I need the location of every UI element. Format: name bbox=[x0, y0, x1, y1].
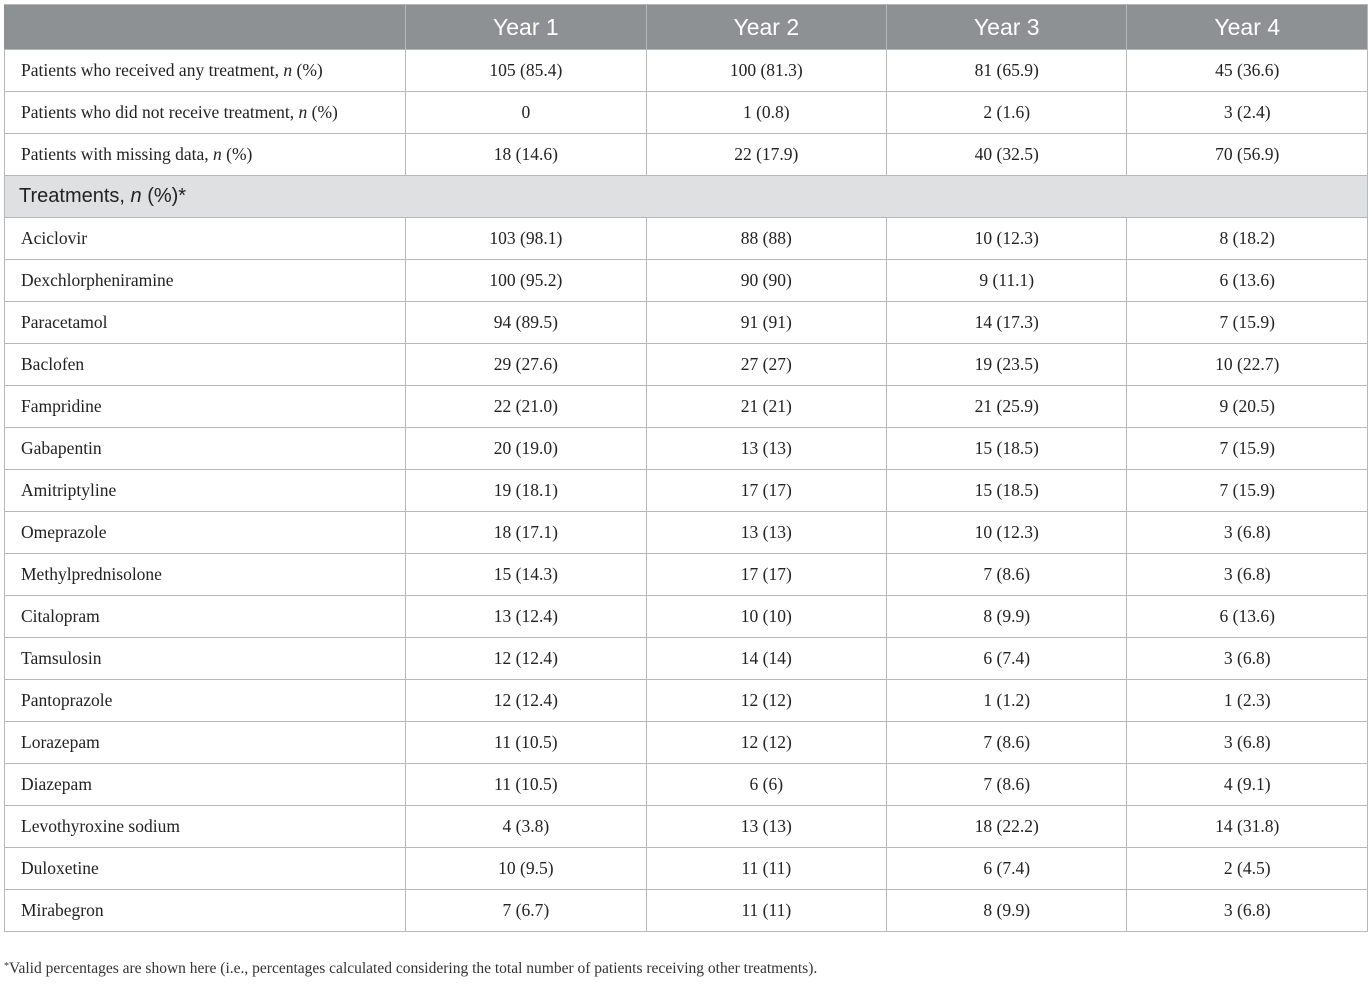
table-row bbox=[5, 134, 1368, 176]
table-row bbox=[5, 302, 1368, 344]
treatment-name: Tamsulosin bbox=[5, 638, 406, 680]
table-cell: 7 (8.6) bbox=[887, 764, 1127, 806]
table-cell: 15 (14.3) bbox=[406, 554, 646, 596]
table-row bbox=[5, 806, 1368, 848]
table-cell: 6 (7.4) bbox=[887, 848, 1127, 890]
table-row bbox=[5, 218, 1368, 260]
footnote-mark: * bbox=[4, 961, 9, 972]
table-cell: 6 (13.6) bbox=[1127, 260, 1368, 302]
treatment-name: Diazepam bbox=[5, 764, 406, 806]
table-cell: 3 (6.8) bbox=[1127, 512, 1368, 554]
table-cell: 29 (27.6) bbox=[406, 344, 646, 386]
table-cell: 3 (6.8) bbox=[1127, 554, 1368, 596]
table-cell: 7 (8.6) bbox=[887, 554, 1127, 596]
table-cell: 94 (89.5) bbox=[406, 302, 646, 344]
table-row bbox=[5, 764, 1368, 806]
treatment-name: Dexchlorpheniramine bbox=[5, 260, 406, 302]
table-cell: 13 (13) bbox=[646, 428, 886, 470]
treatment-table bbox=[4, 4, 1368, 932]
table-cell: 8 (9.9) bbox=[887, 890, 1127, 932]
table-cell: 6 (6) bbox=[646, 764, 886, 806]
table-cell: 45 (36.6) bbox=[1127, 50, 1368, 92]
table-cell: 3 (6.8) bbox=[1127, 722, 1368, 764]
treatment-name: Paracetamol bbox=[5, 302, 406, 344]
table-row bbox=[5, 92, 1368, 134]
table-cell: 105 (85.4) bbox=[406, 50, 646, 92]
table-row bbox=[5, 680, 1368, 722]
table-row bbox=[5, 848, 1368, 890]
table-cell: 10 (22.7) bbox=[1127, 344, 1368, 386]
table-cell: 22 (21.0) bbox=[406, 386, 646, 428]
table-row bbox=[5, 386, 1368, 428]
table-cell: 27 (27) bbox=[646, 344, 886, 386]
table-row bbox=[5, 428, 1368, 470]
row-label: Patients with missing data, n (%) bbox=[5, 134, 406, 176]
table-cell: 90 (90) bbox=[646, 260, 886, 302]
table-cell: 12 (12.4) bbox=[406, 680, 646, 722]
table-cell: 10 (12.3) bbox=[887, 218, 1127, 260]
treatment-name: Citalopram bbox=[5, 596, 406, 638]
header-blank-cell bbox=[5, 5, 406, 50]
table-cell: 12 (12) bbox=[646, 680, 886, 722]
table-cell: 1 (1.2) bbox=[887, 680, 1127, 722]
treatment-name: Mirabegron bbox=[5, 890, 406, 932]
table-cell: 8 (18.2) bbox=[1127, 218, 1368, 260]
table-cell: 11 (11) bbox=[646, 848, 886, 890]
table-row bbox=[5, 596, 1368, 638]
table-row bbox=[5, 554, 1368, 596]
table-cell: 2 (4.5) bbox=[1127, 848, 1368, 890]
table-cell: 14 (14) bbox=[646, 638, 886, 680]
table-cell: 100 (95.2) bbox=[406, 260, 646, 302]
table-cell: 3 (6.8) bbox=[1127, 890, 1368, 932]
table-cell: 100 (81.3) bbox=[646, 50, 886, 92]
table-cell: 6 (13.6) bbox=[1127, 596, 1368, 638]
table-row bbox=[5, 890, 1368, 932]
table-row bbox=[5, 344, 1368, 386]
table-cell: 20 (19.0) bbox=[406, 428, 646, 470]
table-row bbox=[5, 638, 1368, 680]
treatment-name: Lorazepam bbox=[5, 722, 406, 764]
treatment-name: Amitriptyline bbox=[5, 470, 406, 512]
table-cell: 11 (11) bbox=[646, 890, 886, 932]
table-cell: 7 (8.6) bbox=[887, 722, 1127, 764]
table-cell: 7 (15.9) bbox=[1127, 470, 1368, 512]
table-cell: 21 (25.9) bbox=[887, 386, 1127, 428]
table-cell: 11 (10.5) bbox=[406, 722, 646, 764]
summary-rows bbox=[5, 50, 1368, 218]
table-cell: 8 (9.9) bbox=[887, 596, 1127, 638]
table-row bbox=[5, 470, 1368, 512]
table-cell: 11 (10.5) bbox=[406, 764, 646, 806]
table-cell: 19 (23.5) bbox=[887, 344, 1127, 386]
table-cell: 9 (11.1) bbox=[887, 260, 1127, 302]
table-cell: 10 (12.3) bbox=[887, 512, 1127, 554]
table-cell: 10 (9.5) bbox=[406, 848, 646, 890]
treatment-name: Baclofen bbox=[5, 344, 406, 386]
table-cell: 103 (98.1) bbox=[406, 218, 646, 260]
table-cell: 2 (1.6) bbox=[887, 92, 1127, 134]
table-cell: 17 (17) bbox=[646, 554, 886, 596]
treatment-name: Fampridine bbox=[5, 386, 406, 428]
treatment-name: Methylprednisolone bbox=[5, 554, 406, 596]
footnote bbox=[4, 960, 817, 978]
table-cell: 12 (12.4) bbox=[406, 638, 646, 680]
header-row bbox=[5, 5, 1368, 50]
table-cell: 70 (56.9) bbox=[1127, 134, 1368, 176]
table-cell: 7 (15.9) bbox=[1127, 428, 1368, 470]
table-cell: 13 (12.4) bbox=[406, 596, 646, 638]
header-year-3: Year 3 bbox=[887, 5, 1127, 50]
table-cell: 1 (2.3) bbox=[1127, 680, 1368, 722]
table-row bbox=[5, 50, 1368, 92]
row-label: Patients who received any treatment, n (%) bbox=[5, 50, 406, 92]
table-cell: 9 (20.5) bbox=[1127, 386, 1368, 428]
table-cell: 22 (17.9) bbox=[646, 134, 886, 176]
table-cell: 13 (13) bbox=[646, 512, 886, 554]
table-cell: 6 (7.4) bbox=[887, 638, 1127, 680]
footnote-text: Valid percentages are shown here (i.e., percentages calculated considering the total number of patients receiving other treatments). bbox=[9, 960, 818, 977]
table-cell: 4 (9.1) bbox=[1127, 764, 1368, 806]
table-cell: 17 (17) bbox=[646, 470, 886, 512]
table-cell: 13 (13) bbox=[646, 806, 886, 848]
table-cell: 18 (14.6) bbox=[406, 134, 646, 176]
table-cell: 3 (2.4) bbox=[1127, 92, 1368, 134]
table-cell: 4 (3.8) bbox=[406, 806, 646, 848]
row-label: Patients who did not receive treatment, n (%) bbox=[5, 92, 406, 134]
table-cell: 10 (10) bbox=[646, 596, 886, 638]
section-heading: Treatments, n (%)* bbox=[5, 176, 1368, 218]
treatment-name: Duloxetine bbox=[5, 848, 406, 890]
table-cell: 15 (18.5) bbox=[887, 428, 1127, 470]
table-row bbox=[5, 260, 1368, 302]
table-cell: 14 (31.8) bbox=[1127, 806, 1368, 848]
table-cell: 21 (21) bbox=[646, 386, 886, 428]
treatment-name: Aciclovir bbox=[5, 218, 406, 260]
table-cell: 7 (15.9) bbox=[1127, 302, 1368, 344]
treatment-name: Omeprazole bbox=[5, 512, 406, 554]
table-cell: 40 (32.5) bbox=[887, 134, 1127, 176]
treatment-name: Levothyroxine sodium bbox=[5, 806, 406, 848]
table-cell: 0 bbox=[406, 92, 646, 134]
header-year-1: Year 1 bbox=[406, 5, 646, 50]
header-year-4: Year 4 bbox=[1127, 5, 1368, 50]
table-cell: 7 (6.7) bbox=[406, 890, 646, 932]
table-cell: 18 (17.1) bbox=[406, 512, 646, 554]
table-cell: 14 (17.3) bbox=[887, 302, 1127, 344]
treatment-name: Gabapentin bbox=[5, 428, 406, 470]
table-cell: 12 (12) bbox=[646, 722, 886, 764]
table-cell: 18 (22.2) bbox=[887, 806, 1127, 848]
table-cell: 1 (0.8) bbox=[646, 92, 886, 134]
treatment-name: Pantoprazole bbox=[5, 680, 406, 722]
treatment-rows bbox=[5, 218, 1368, 932]
table-cell: 15 (18.5) bbox=[887, 470, 1127, 512]
header-year-2: Year 2 bbox=[646, 5, 886, 50]
table-cell: 81 (65.9) bbox=[887, 50, 1127, 92]
table-cell: 88 (88) bbox=[646, 218, 886, 260]
table-cell: 19 (18.1) bbox=[406, 470, 646, 512]
table-container bbox=[4, 4, 1368, 932]
table-cell: 3 (6.8) bbox=[1127, 638, 1368, 680]
section-row-treatments bbox=[5, 176, 1368, 218]
table-row bbox=[5, 722, 1368, 764]
table-row bbox=[5, 512, 1368, 554]
table-cell: 91 (91) bbox=[646, 302, 886, 344]
